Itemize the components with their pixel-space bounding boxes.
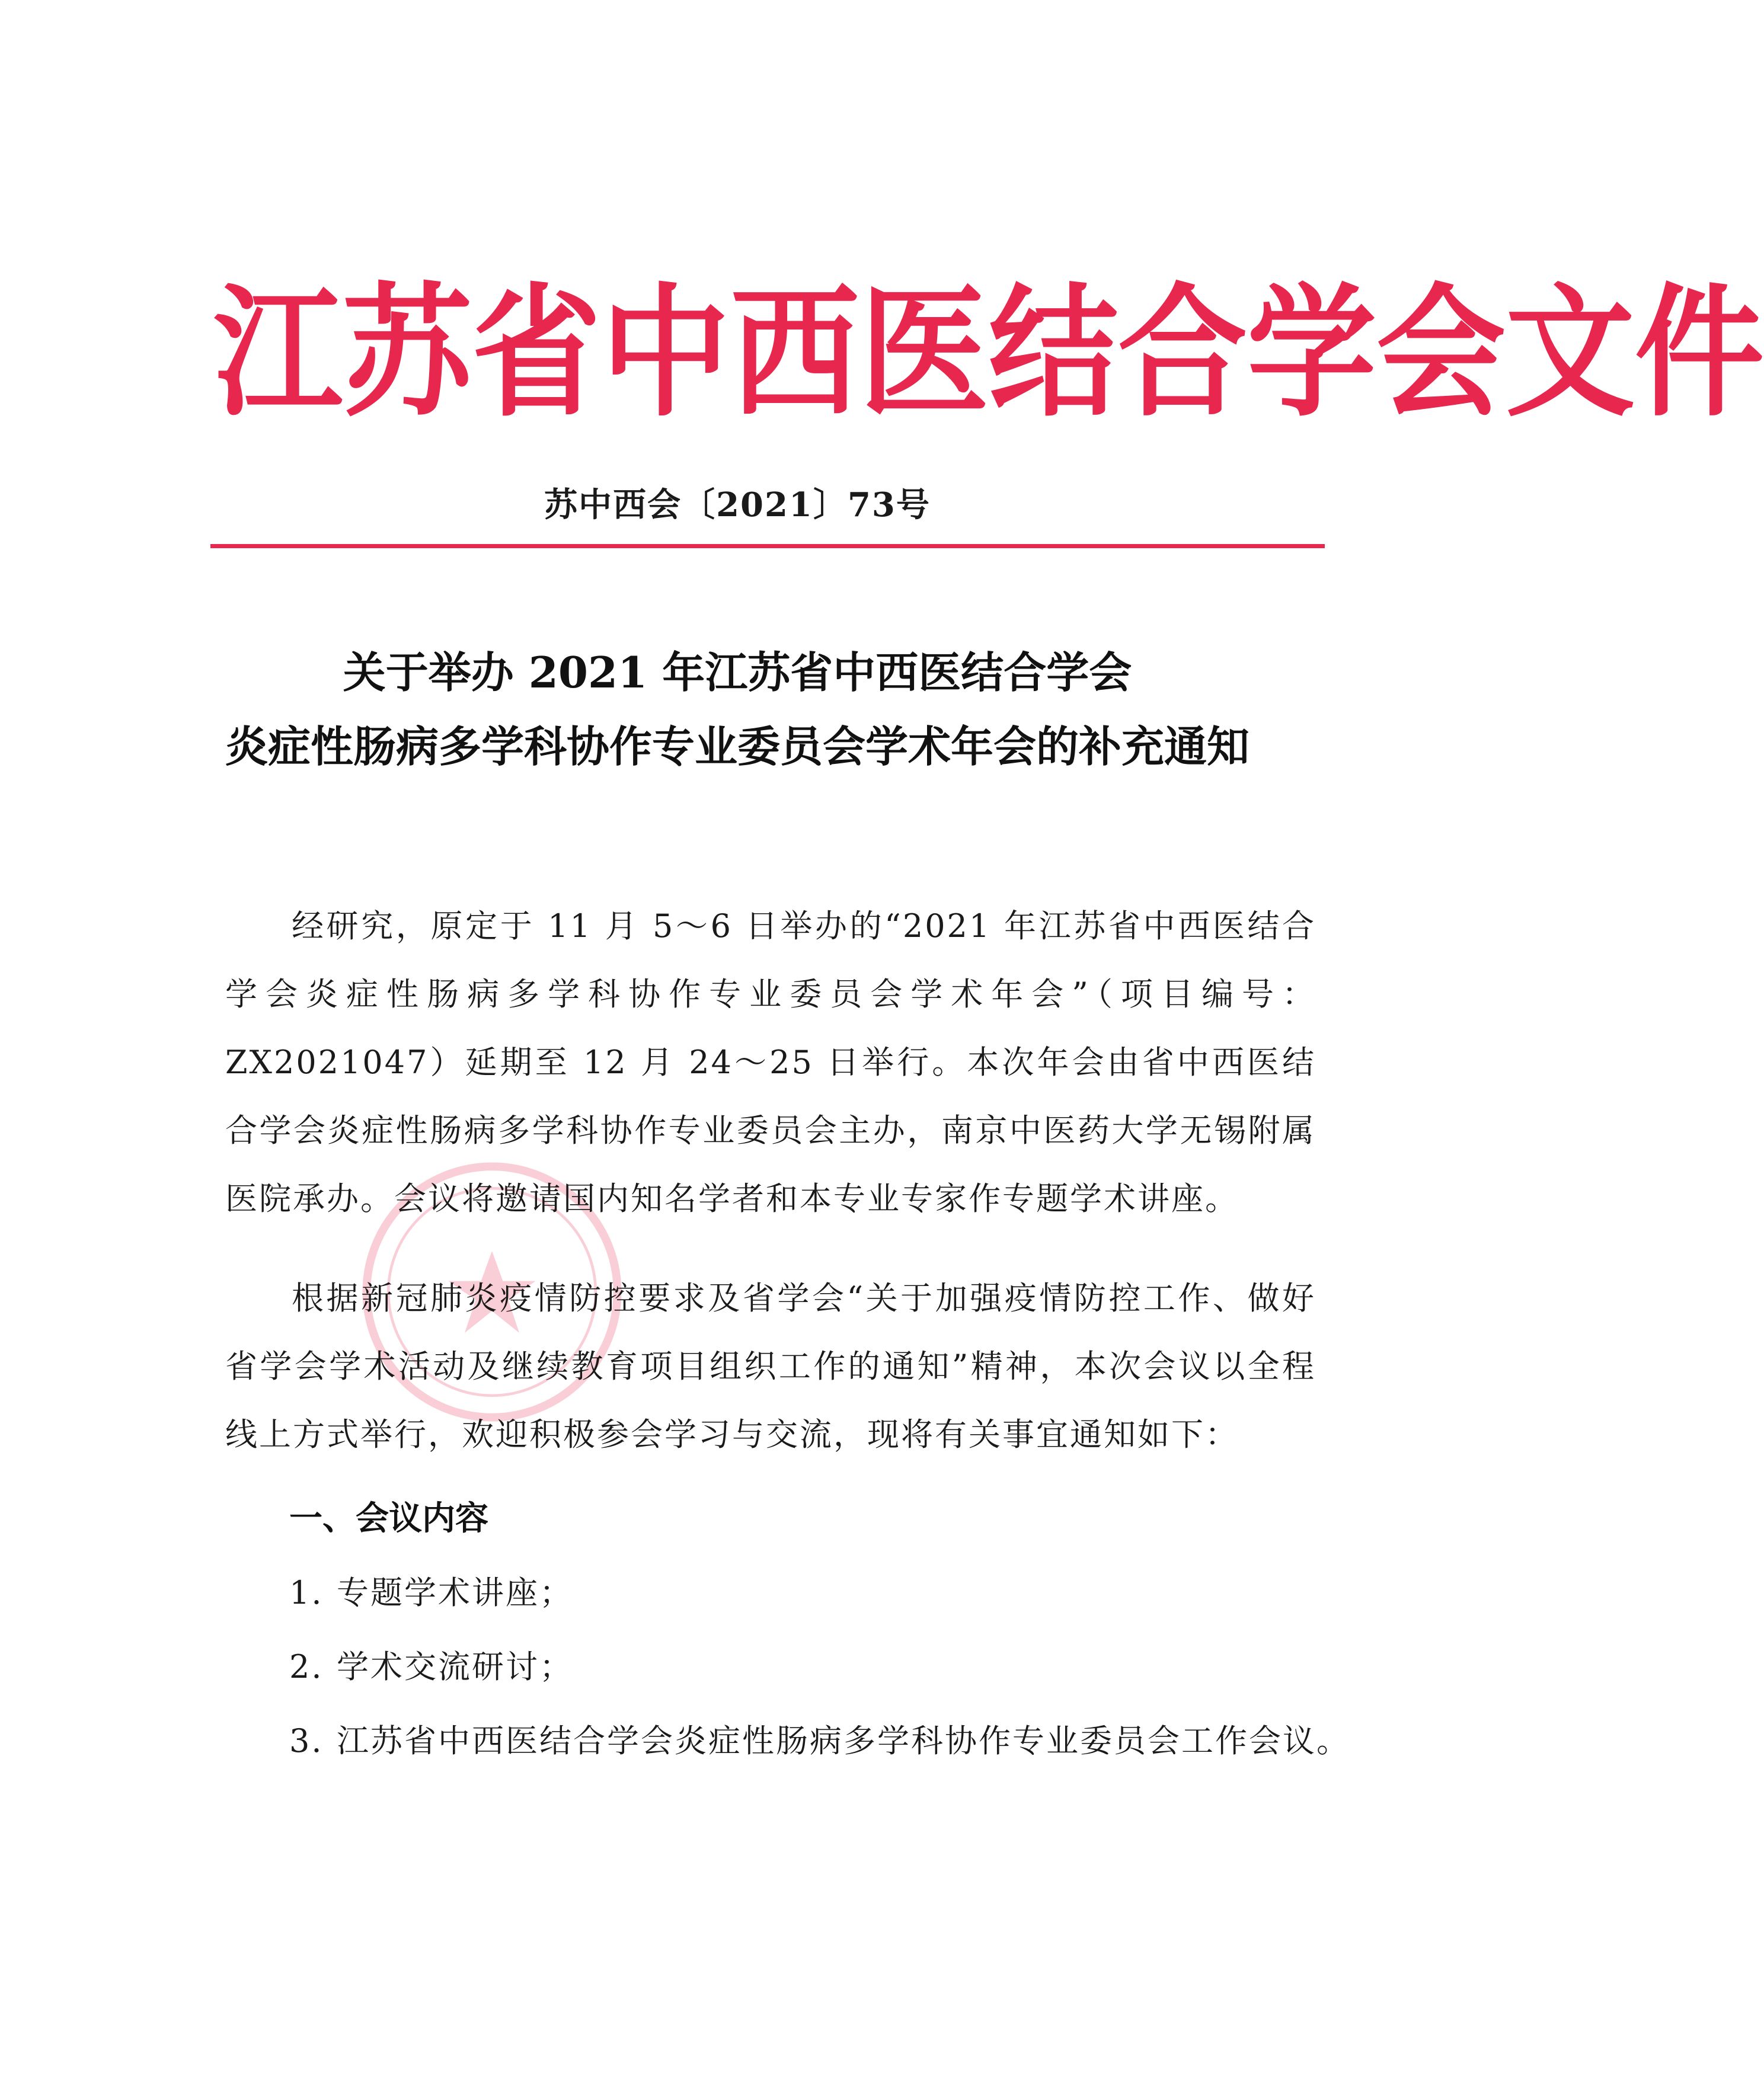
body-paragraph-2: 根据新冠肺炎疫情防控要求及省学会“关于加强疫情防控工作、做好省学会学术活动及继续教育项目组织工作的通知”精神，本次会议以全程线上方式举行，欢迎积极参会学习与交流，现将有关事宜通知如下： [225,1279,1316,1453]
document-number: 苏中西会〔2021〕73号 [544,485,931,524]
list-item-number: 3. [289,1722,324,1760]
list-item-text: 专题学术讲座； [337,1574,573,1611]
list-item-number: 1. [289,1574,324,1611]
list-item-text: 江苏省中西医结合学会炎症性肠病多学科协作专业委员会工作会议。 [337,1722,1350,1760]
document-title-line-1: 关于举办 2021 年江苏省中西医结合学会 [343,647,1132,698]
red-divider-line [210,544,1325,548]
body-paragraph-1: 经研究，原定于 11 月 5～6 日举办的“2021 年江苏省中西医结合学会炎症性肠病多学科协作专业委员会学术年会”（项目编号：ZX2021047）延期至 12 月 24～25 日举行。本次年会由省中西医结合学会炎症性肠病多学科协作专业委员会主办，南京中医药大学无锡附属医院承办。会议将邀请国内知名学者和本专业专家作专题学术讲座。 [225,907,1316,1217]
list-item [289,1707,1350,1775]
list-item-text: 学术交流研讨； [337,1648,573,1685]
list-item-number: 2. [289,1648,324,1685]
section-heading-meeting-content: 一、会议内容 [289,1499,488,1538]
list-item [289,1633,573,1701]
list-item [289,1559,573,1627]
document-title-line-2: 炎症性肠病多学科协作专业委员会学术年会的补充通知 [225,721,1250,772]
org-header: 江苏省中西医结合学会文件 [213,269,1764,436]
